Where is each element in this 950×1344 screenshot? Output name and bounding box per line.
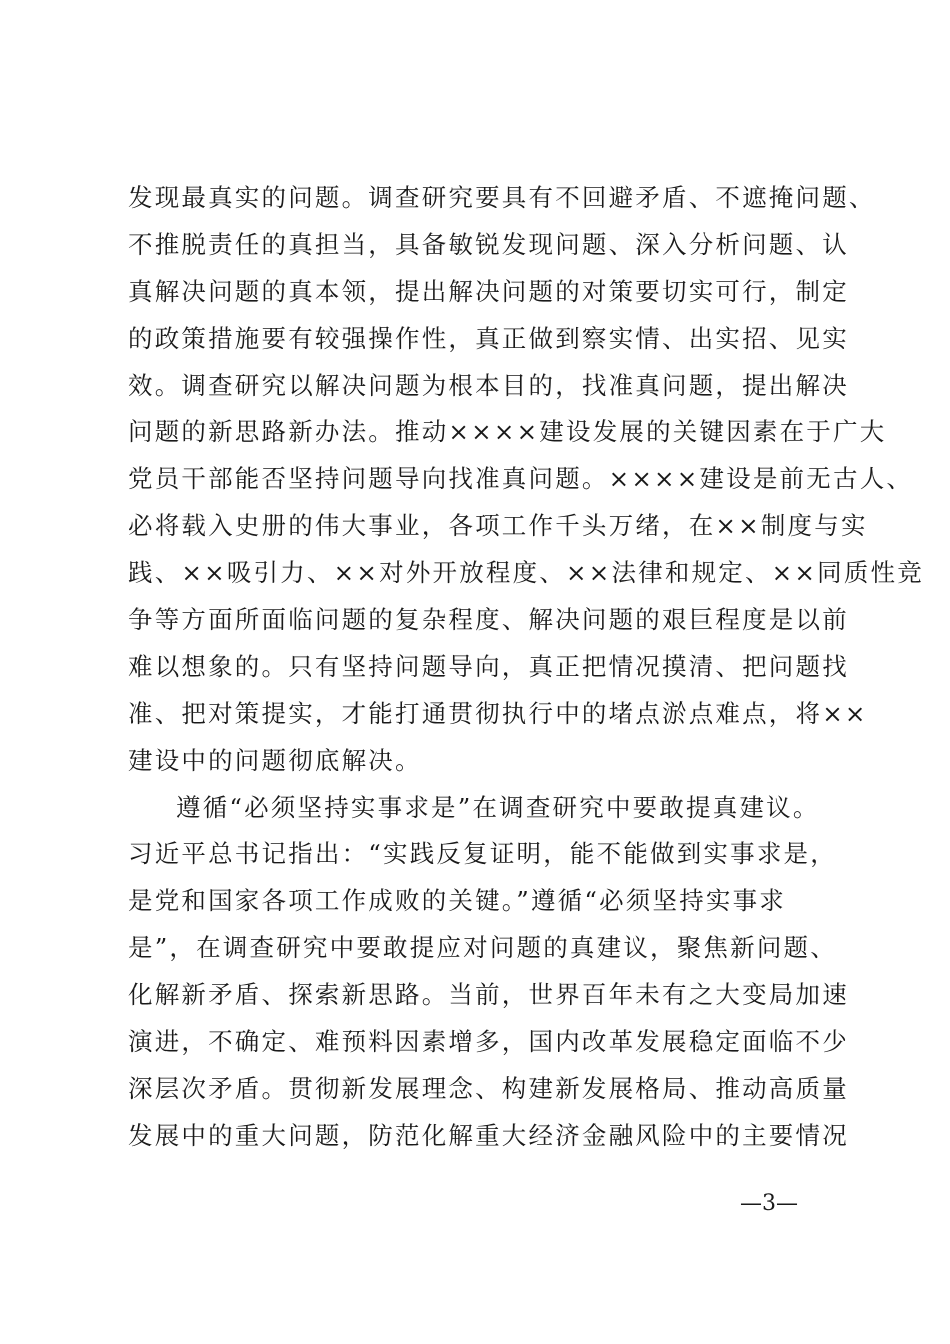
body-text [128,175,924,1160]
text-line: 问题的新思路新办法。推动××××建设发展的关键因素在于广大 [128,417,887,447]
text-line: 不推脱责任的真担当，具备敏锐发现问题、深入分析问题、认 [128,229,849,259]
text-line: 准、把对策提实，才能打通贯彻执行中的堵点淤点难点，将×× [128,698,868,728]
page-number: —3— [740,1191,798,1216]
text-line: 发展中的重大问题，防范化解重大经济金融风险中的主要情况 [128,1120,849,1150]
text-line: 是党和国家各项工作成败的关键。”遵循“必须坚持实事求 [128,886,786,916]
text-line: 演进，不确定、难预料因素增多，国内改革发展稳定面临不少 [128,1027,849,1057]
text-line: 习近平总书记指出：“实践反复证明，能不能做到实事求是， [128,839,837,869]
text-line: 践、××吸引力、××对外开放程度、××法律和规定、××同质性竞 [128,558,924,588]
text-line: 建设中的问题彻底解决。 [128,745,422,775]
text-line: 效。调查研究以解决问题为根本目的，找准真问题，提出解决 [128,370,849,400]
text-line: 争等方面所面临问题的复杂程度、解决问题的艰巨程度是以前 [128,605,849,635]
text-line: 党员干部能否坚持问题导向找准真问题。××××建设是前无古人、 [128,464,914,494]
text-line: 发现最真实的问题。调查研究要具有不回避矛盾、不遮掩问题、 [128,183,876,212]
text-line: 的政策措施要有较强操作性，真正做到察实情、出实招、见实 [128,323,849,353]
text-line: 化解新矛盾、探索新思路。当前，世界百年未有之大变局加速 [128,980,849,1010]
paragraph-first-line: 遵循“必须坚持实事求是”在调查研究中要敢提真建议。 [176,792,820,822]
text-line: 是”，在调查研究中要敢提应对问题的真建议，聚焦新问题、 [128,933,837,963]
text-line: 难以想象的。只有坚持问题导向，真正把情况摸清、把问题找 [128,651,849,681]
text-line: 深层次矛盾。贯彻新发展理念、构建新发展格局、推动高质量 [128,1073,849,1103]
text-line: 必将载入史册的伟大事业，各项工作千头万绪，在××制度与实 [128,511,868,541]
text-line: 真解决问题的真本领，提出解决问题的对策要切实可行，制定 [128,276,849,306]
